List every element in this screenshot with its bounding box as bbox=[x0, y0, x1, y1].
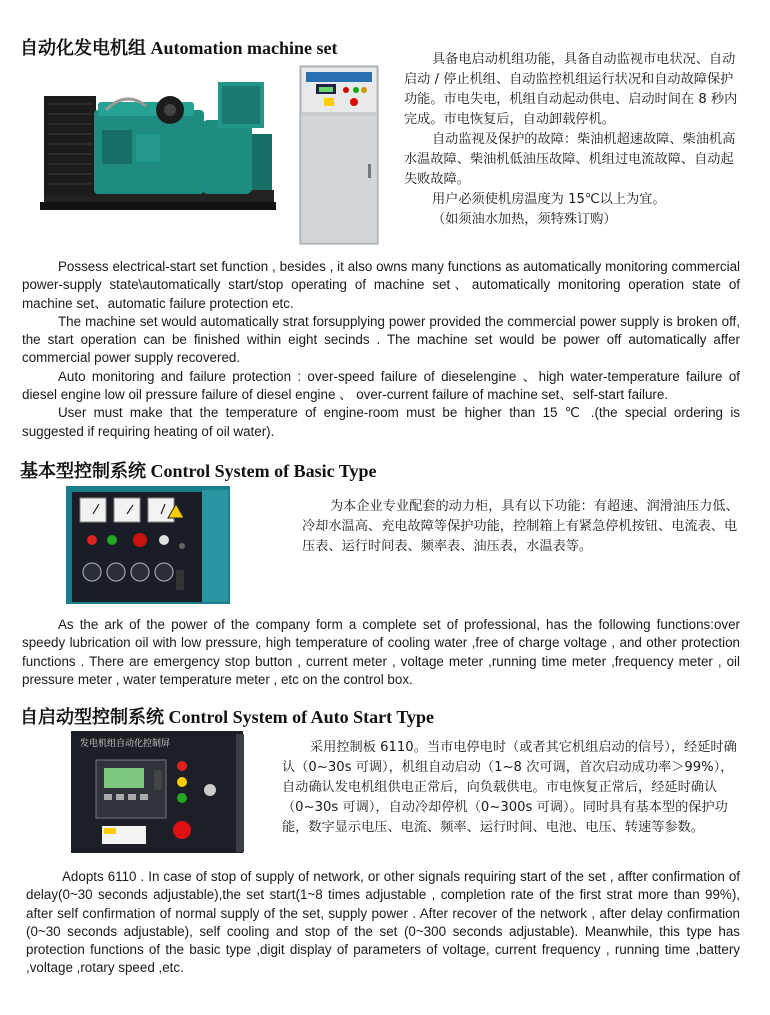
section2-en-p1: As the ark of the power of the company form a complete set of professional, has the following functions:over speedy lubrication oil with low pressure, high temperature of cooling water ,free of charge voltage , and other protection functions . There are emergency stop button , current meter , voltage meter ,running time meter ,frequency meter , oil pressure meter , water temperature meter , etc on the control box. bbox=[22, 617, 740, 687]
section1-cn-p1: 具备电启动机组功能，具备自动监视市电状况、自动启动 / 停止机组、自动监控机组运行状况和自动故障保护功能。市电失电，机组自动起动供电、启动时间在 8 秒内完成。市电恢复后，自动卸载停机。 bbox=[404, 52, 738, 127]
section1-en-p1: Possess electrical-start set function , besides , it also owns many functions as automatically monitoring commercial power-supply state\automatically start/stop operating of machine set、automatically monitoring operation state of machine set、automatic failure protection etc. bbox=[22, 259, 740, 311]
section2-cn-text bbox=[302, 497, 740, 557]
section1-en-p4: User must make that the temperature of engine-room must be higher than 15 ℃ .(the special ordering is suggested if requiring heating of oil water). bbox=[22, 405, 740, 439]
control-cabinet-image bbox=[298, 64, 380, 246]
section2-title: 基本型控制系统 Control System of Basic Type bbox=[20, 461, 377, 481]
panel-label: 发电机组自动化控制屏 bbox=[80, 739, 171, 749]
basic-control-box-image bbox=[64, 484, 232, 608]
section3-cn-text bbox=[282, 738, 740, 838]
generator-set-image bbox=[36, 70, 280, 236]
section2-en-text bbox=[22, 616, 740, 689]
section3-en-p1: Adopts 6110 . In case of stop of supply of network, or other signals requiring start of the set , affter confirmation of delay(0~30 seconds adjustable),the set start(1~8 times adjustable , completion rate of the first strat more than 99%), after self confirmation of normal supply of the set, supply power . After recover of the network , after delay confirmation (0~30 seconds adjustable), self cooling and stop of the set (0~300 seconds adjustable). Meanwhile, this type has protection functions of the basic type ,digit display of parameters of voltage, current frequency , running time ,battery ,voltage ,rotary speed ,etc. bbox=[26, 869, 740, 976]
section1-en-p2: The machine set would automatically strat forsupplying power provided the commercial power supply is broken off, the start operation can be finished within eight secinds . The machine set would be power off automatically affer commercial power supply recovered. bbox=[22, 313, 740, 366]
section3-title: 自启动型控制系统 Control System of Auto Start Type bbox=[20, 707, 434, 727]
section3-en-text bbox=[26, 868, 740, 978]
auto-start-panel-image bbox=[70, 730, 246, 856]
section1-cn-p4: （如须油水加热，须特殊订购） bbox=[432, 212, 617, 227]
section1-en-text bbox=[22, 258, 740, 441]
section3-cn-p1: 采用控制板 6110。当市电停电时（或者其它机组启动的信号），经延时确认（0~30s 可调），机组自动启动（1~8 次可调，首次启动成功率＞99%），自动确认发电机组供电正常后，向负载供电。市电恢复正常后，经延时确认（0~30s 可调），自动冷却停机（0~300s 可调）。同时具有基本型的保护功能，数字显示电压、电流、频率、运行时间、电池、电压、转速等参数。 bbox=[282, 740, 737, 835]
section1-cn-text bbox=[404, 50, 738, 230]
section2-cn-p1: 为本企业专业配套的动力柜，具有以下功能：有超速、润滑油压力低、冷却水温高、充电故障等保护功能，控制箱上有紧急停机按钮、电流表、电压表、运行时间表、频率表、油压表，水温表等。 bbox=[302, 499, 739, 554]
section1-en-p3: Auto monitoring and failure protection : over-speed failure of dieselengine 、high water-temperature failure of diesel engine low oil pressure failure of diesel engine 、 over-current failure of machine set、self-start failure. bbox=[22, 368, 740, 403]
section1-cn-p2: 自动监视及保护的故障：柴油机超速故障、柴油机高水温故障、柴油机低油压故障、机组过电流故障、自动起失败故障。 bbox=[404, 132, 736, 187]
section1-cn-p3: 用户必须使机房温度为 15℃以上为宜。 bbox=[432, 192, 666, 207]
section1-title: 自动化发电机组 Automation machine set bbox=[20, 38, 338, 58]
